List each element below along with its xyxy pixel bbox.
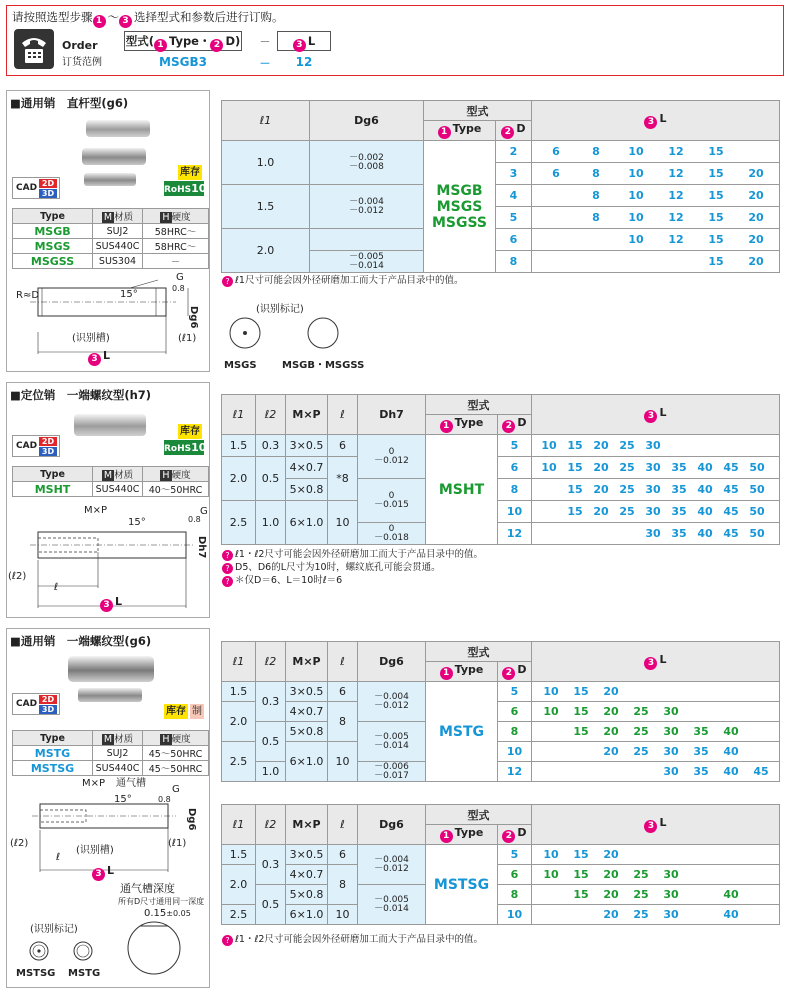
l-value-cell: 50 bbox=[749, 461, 765, 474]
section1-title: ■通用销 直杆型(g6) bbox=[10, 96, 129, 110]
label-dh7: Dh7 bbox=[196, 536, 207, 559]
l-value-cell: 35 bbox=[671, 505, 687, 518]
l-value-cell: 45 bbox=[723, 505, 739, 518]
material-table: Type M 材质 H 硬度 MSTG SUJ2 45～50HRC MSTSG SUS440C 45～50HRC bbox=[12, 730, 209, 776]
l-value-cell: 10 bbox=[541, 461, 557, 474]
label-mp: M×P bbox=[82, 778, 106, 789]
sec3-note: ? ℓ1・ℓ2尺寸可能会因外径研磨加工而大于产品目录中的值。 bbox=[222, 933, 483, 946]
l-value-cell: 20 bbox=[603, 725, 619, 738]
l-value-cell: 20 bbox=[593, 439, 609, 452]
label-L: 3 L bbox=[92, 864, 114, 881]
stock-badge: 库存 bbox=[180, 426, 200, 437]
label-vent-depth-note: 所有D尺寸通用同一深度 bbox=[118, 897, 205, 906]
l-value-cell: 8 bbox=[592, 167, 600, 180]
l-value-cell: 40 bbox=[697, 461, 713, 474]
cad-badge[interactable]: CAD 2D 3D bbox=[12, 693, 60, 715]
l-value-cell: 20 bbox=[593, 505, 609, 518]
l-value-cell: 20 bbox=[748, 189, 764, 202]
l-value-cell: 30 bbox=[663, 705, 679, 718]
label-id-groove: (识别槽) bbox=[72, 333, 110, 344]
pin-image bbox=[74, 414, 146, 436]
mark-msgs: MSGS bbox=[224, 360, 257, 371]
sec2-spec-table: ℓ1 ℓ2 M×P ℓ Dh7 型式 3 L 1 Type 2 D 1.5 0.3 3×0.5 6 0 －0.012 MSHT 5 10 15 20 25 30 2.0 0.5 4×0.7 *8 6 10 15 20 25 30 35 40 45 50 5×0.8 0 －0.015 8 15 20 25 30 35 40 45 50 2.5 1.0 6×1.0 10 10 15 20 25 30 35 40 45 50 0 －0.018 12 30 35 40 45 50 bbox=[221, 394, 780, 545]
l-value-cell: 40 bbox=[723, 888, 739, 901]
l-value-cell: 25 bbox=[619, 439, 635, 452]
label-mp: M×P bbox=[84, 505, 108, 516]
l-value-cell: 30 bbox=[663, 908, 679, 921]
cad-3d: 3D bbox=[39, 189, 57, 198]
l-value-cell: 30 bbox=[645, 483, 661, 496]
l-value-cell: 35 bbox=[693, 765, 709, 778]
l-value-cell: 8 bbox=[592, 145, 600, 158]
l-value-cell: 30 bbox=[645, 527, 661, 540]
l-value-cell: 25 bbox=[619, 461, 635, 474]
section3-title: ■通用销 一端螺纹型(g6) bbox=[10, 634, 152, 648]
l-value-cell: 20 bbox=[593, 461, 609, 474]
l-value-cell: 15 bbox=[573, 725, 589, 738]
pin-image bbox=[86, 120, 150, 137]
l-value-cell: 20 bbox=[603, 908, 619, 921]
l-value-cell: 10 bbox=[543, 705, 559, 718]
l-value-cell: 10 bbox=[543, 685, 559, 698]
l-value-cell: 15 bbox=[708, 233, 724, 246]
l-value-cell: 40 bbox=[723, 725, 739, 738]
l-value-cell: 15 bbox=[573, 888, 589, 901]
l-value-cell: 20 bbox=[603, 685, 619, 698]
order-l-box: 3 L bbox=[277, 31, 331, 51]
l-value-cell: 45 bbox=[753, 765, 769, 778]
l-value-cell: 20 bbox=[603, 705, 619, 718]
l-value-cell: 50 bbox=[749, 505, 765, 518]
l-value-cell: 15 bbox=[708, 145, 724, 158]
l-value-cell: 20 bbox=[748, 167, 764, 180]
order-label-cn: 订货范例 bbox=[62, 57, 102, 68]
order-type-box: 型式( 1 Type・ 2 D) bbox=[124, 31, 242, 51]
label-angle: 15° bbox=[120, 289, 138, 300]
l-value-cell: 40 bbox=[723, 908, 739, 921]
order-example-l: 12 bbox=[295, 55, 313, 69]
label-vent-depth: 通气槽深度 bbox=[120, 882, 175, 895]
l-value-cell: 30 bbox=[645, 505, 661, 518]
l-value-cell: 35 bbox=[693, 725, 709, 738]
l-value-cell: 50 bbox=[749, 483, 765, 496]
sec2-note-2: ? D5、D6的L尺寸为10时，螺纹底孔可能会贯通。 bbox=[222, 561, 441, 574]
l-value-cell: 12 bbox=[668, 145, 684, 158]
stock-badge: 库存 bbox=[166, 706, 186, 717]
label-id-groove: (识别槽) bbox=[76, 845, 114, 856]
l-value-cell: 8 bbox=[592, 189, 600, 202]
l-value-cell: 25 bbox=[633, 888, 649, 901]
l-value-cell: 15 bbox=[708, 167, 724, 180]
rohs-badge: RoHS10 bbox=[164, 182, 207, 195]
l-value-cell: 10 bbox=[628, 189, 644, 202]
l-value-cell: 15 bbox=[567, 439, 583, 452]
l-value-cell: 25 bbox=[619, 505, 635, 518]
l-value-cell: 12 bbox=[668, 211, 684, 224]
sec3-spec-table-1: ℓ1 ℓ2 M×P ℓ Dg6 型式 3 L 1 Type 2 D 1.5 0.3 3×0.5 6 －0.004 －0.012 MSTG 5 10 15 20 2.0 4×0.7 8 6 10 15 20 25 30 0.5 5×0.8 －0.005 －0.014 8 15 20 25 30 35 40 2.5 6×1.0 10 10 20 25 30 35 40 1.0 －0.006 －0.017 12 30 35 40 45 bbox=[221, 641, 780, 782]
l-value-cell: 35 bbox=[671, 461, 687, 474]
l-value-cell: 30 bbox=[663, 868, 679, 881]
sec2-note-1: ? ℓ1・ℓ2尺寸可能会因外径研磨加工而大于产品目录中的值。 bbox=[222, 548, 483, 561]
label-L: 3 L bbox=[88, 349, 110, 366]
order-example-dash: － bbox=[259, 57, 271, 70]
l-value-cell: 15 bbox=[573, 685, 589, 698]
label-L: 3 L bbox=[100, 595, 122, 612]
order-example-type: MSGB3 bbox=[159, 55, 207, 69]
material-table: Type M 材质 H 硬度 MSGB SUJ2 58HRC～ MSGS SUS440C 58HRC～ MSGSS SUS304 － bbox=[12, 208, 209, 269]
l-value-cell: 25 bbox=[633, 745, 649, 758]
l-value-cell: 10 bbox=[543, 868, 559, 881]
l-value-cell: 30 bbox=[663, 745, 679, 758]
l-value-cell: 50 bbox=[749, 527, 765, 540]
l-value-cell: 15 bbox=[567, 483, 583, 496]
l-value-cell: 10 bbox=[628, 145, 644, 158]
label-l1: (ℓ1) bbox=[168, 838, 187, 849]
l-value-cell: 35 bbox=[693, 745, 709, 758]
l-value-cell: 25 bbox=[633, 908, 649, 921]
label-angle: 15° bbox=[114, 794, 132, 805]
l-value-cell: 30 bbox=[663, 725, 679, 738]
stock-badge: 库存 bbox=[180, 167, 200, 178]
l-value-cell: 15 bbox=[567, 505, 583, 518]
sec1-note: ? ℓ1尺寸可能会因外径研磨加工而大于产品目录中的值。 bbox=[222, 274, 463, 287]
order-dash: － bbox=[259, 35, 271, 48]
mark-mstg: MSTG bbox=[68, 968, 101, 979]
cad-badge[interactable]: CAD 2D 3D bbox=[12, 177, 60, 199]
l-value-cell: 35 bbox=[671, 483, 687, 496]
vent-section-drawing bbox=[124, 918, 184, 978]
l-value-cell: 10 bbox=[543, 848, 559, 861]
l-value-cell: 35 bbox=[671, 527, 687, 540]
mark-circle-msgs bbox=[228, 316, 262, 350]
l-value-cell: 40 bbox=[697, 483, 713, 496]
l-value-cell: 12 bbox=[668, 189, 684, 202]
l-value-cell: 10 bbox=[628, 167, 644, 180]
l-value-cell: 25 bbox=[619, 483, 635, 496]
label-tol: 0.8 bbox=[188, 515, 201, 524]
l-value-cell: 15 bbox=[573, 705, 589, 718]
l-value-cell: 6 bbox=[552, 167, 560, 180]
pin-image bbox=[78, 688, 142, 702]
pin-image bbox=[84, 173, 136, 186]
l-value-cell: 45 bbox=[723, 483, 739, 496]
l-value-cell: 15 bbox=[573, 848, 589, 861]
mark-mstsg: MSTSG bbox=[16, 968, 56, 979]
pin-image bbox=[82, 148, 146, 165]
l-value-cell: 15 bbox=[708, 189, 724, 202]
cad-badge[interactable]: CAD 2D 3D bbox=[12, 435, 60, 457]
material-table: Type M 材质 H 硬度 MSHT SUS440C 40～50HRC bbox=[12, 466, 209, 497]
l-value-cell: 40 bbox=[723, 765, 739, 778]
l-value-cell: 10 bbox=[541, 439, 557, 452]
l-value-cell: 20 bbox=[603, 745, 619, 758]
label-l: ℓ bbox=[54, 582, 59, 593]
l-value-cell: 30 bbox=[645, 439, 661, 452]
l-value-cell: 45 bbox=[723, 461, 739, 474]
l-value-cell: 20 bbox=[603, 868, 619, 881]
label-g: G bbox=[172, 784, 180, 795]
l-value-cell: 8 bbox=[592, 211, 600, 224]
order-label-en: Order bbox=[62, 39, 98, 52]
rohs-badge: RoHS10 bbox=[164, 441, 207, 454]
l-value-cell: 20 bbox=[748, 211, 764, 224]
label-dg6: Dg6 bbox=[188, 306, 199, 329]
l-value-cell: 40 bbox=[723, 745, 739, 758]
l-value-cell: 10 bbox=[628, 233, 644, 246]
l-value-cell: 25 bbox=[633, 705, 649, 718]
section2-title: ■定位销 一端螺纹型(h7) bbox=[10, 388, 152, 402]
l-value-cell: 45 bbox=[723, 527, 739, 540]
mark-label: (识别标记) bbox=[256, 304, 304, 315]
l-value-cell: 6 bbox=[552, 145, 560, 158]
label-vent: 通气槽 bbox=[116, 778, 146, 789]
l-value-cell: 12 bbox=[668, 233, 684, 246]
make-badge: 制 bbox=[192, 706, 202, 717]
l-value-cell: 20 bbox=[748, 233, 764, 246]
label-l2: (ℓ2) bbox=[10, 838, 29, 849]
sec3-spec-table-2: ℓ1 ℓ2 M×P ℓ Dg6 型式 3 L 1 Type 2 D 1.5 0.3 3×0.5 6 －0.004 －0.012 MSTSG 5 10 15 20 2.0 4×0.7 8 6 10 15 20 25 30 0.5 5×0.8 －0.005 －0.014 8 15 20 25 30 40 2.5 6×1.0 10 10 20 25 30 40 bbox=[221, 804, 780, 925]
label-g: G bbox=[176, 272, 184, 283]
l-value-cell: 10 bbox=[628, 211, 644, 224]
sec1-spec-table: ℓ1 Dg6 型式 3 L 1 Type 2 D 1.0 －0.002 －0.008 MSGB MSGS MSGSS 2 6 8 10 12 15 3 6 8 10 12 15 20 1.5 －0.004 －0.012 4 8 10 12 15 20 5 8 10 12 15 20 2.0 6 10 12 15 20 －0.005 －0.014 8 15 20 bbox=[221, 100, 780, 273]
sec2-note-3: ? ＊仅D＝6、L＝10时ℓ＝6 bbox=[222, 574, 342, 587]
label-l1: (ℓ1) bbox=[178, 333, 197, 344]
label-vent-depth-value: 0.15±0.05 bbox=[144, 908, 191, 919]
l-value-cell: 25 bbox=[633, 868, 649, 881]
mark-label: (识别标记) bbox=[30, 924, 78, 935]
cad-2d: 2D bbox=[39, 179, 57, 188]
pin-image bbox=[68, 656, 154, 682]
label-dg6: Dg6 bbox=[186, 808, 197, 831]
l-value-cell: 20 bbox=[593, 483, 609, 496]
order-instruction: 请按照选型步骤 1 ～ 3 选择型式和参数后进行订购。 bbox=[12, 10, 284, 26]
l-value-cell: 20 bbox=[603, 848, 619, 861]
l-value-cell: 15 bbox=[708, 211, 724, 224]
l-value-cell: 30 bbox=[663, 765, 679, 778]
mark-circle-mstg bbox=[72, 940, 94, 962]
label-tol: 0.8 bbox=[172, 284, 185, 293]
l-value-cell: 30 bbox=[645, 461, 661, 474]
l-value-cell: 30 bbox=[663, 888, 679, 901]
label-angle: 15° bbox=[128, 517, 146, 528]
label-g: G bbox=[200, 506, 208, 517]
mark-circle-mstsg bbox=[28, 940, 50, 962]
label-l2: (ℓ2) bbox=[8, 571, 27, 582]
l-value-cell: 40 bbox=[697, 527, 713, 540]
mark-msgb: MSGB・MSGSS bbox=[282, 360, 365, 371]
label-rd: R≈D bbox=[16, 290, 40, 301]
label-l: ℓ bbox=[56, 852, 61, 863]
l-value-cell: 40 bbox=[697, 505, 713, 518]
l-value-cell: 12 bbox=[668, 167, 684, 180]
l-value-cell: 15 bbox=[567, 461, 583, 474]
l-value-cell: 25 bbox=[633, 725, 649, 738]
mark-circle-msgb bbox=[306, 316, 340, 350]
l-value-cell: 15 bbox=[573, 868, 589, 881]
l-value-cell: 15 bbox=[708, 255, 724, 268]
l-value-cell: 20 bbox=[748, 255, 764, 268]
l-value-cell: 20 bbox=[603, 888, 619, 901]
phone-icon bbox=[14, 29, 54, 69]
label-tol: 0.8 bbox=[158, 795, 171, 804]
